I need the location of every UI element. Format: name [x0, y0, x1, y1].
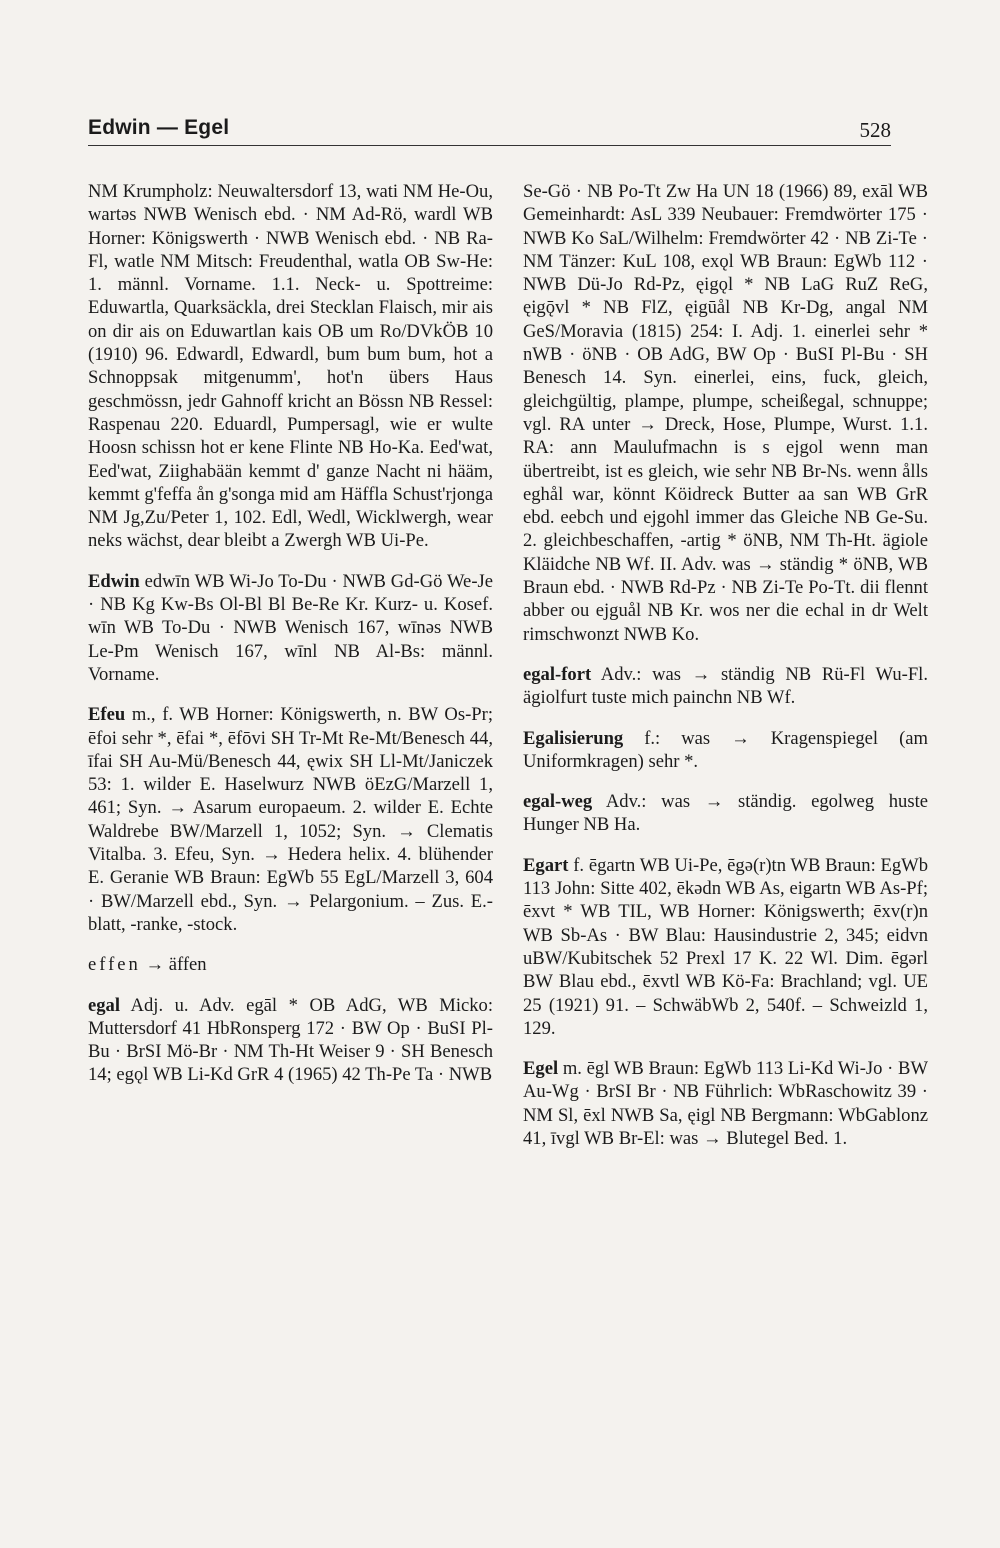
- dictionary-entry: [88, 994, 493, 1087]
- entry-headword: Edwin: [88, 570, 140, 592]
- entry-body: → äffen: [145, 954, 207, 976]
- entry-headword: Egalisierung: [523, 727, 624, 749]
- entry-text: [523, 180, 928, 646]
- entry-text: [523, 1057, 928, 1150]
- entry-text: [88, 703, 493, 936]
- dictionary-entry: [88, 180, 493, 553]
- dictionary-entry: [523, 1057, 928, 1150]
- entry-body: f. ēgartn WB Ui-Pe, ēgə(r)tn WB Braun: EgWb 113 John: Sitte 402, ēkədn WB As, eigartn WB As-Pf; ēxvt * WB TIL, WB Horner: Königswerth; ēxv(r)n WB Sb-As · BW Blau: Hausindustrie 2, 345; eidvn uBW/Kubitschek 52 Prexl 17 K. 22 Wl. Dim. ēgərl BW Blau ebd., ēxvtl WB Kö-Fa: Brachland; vgl. UE 25 (1921) 91. – SchwäbWb 2, 540f. – Schweizld 1, 129.: [523, 854, 929, 1039]
- entry-headword: Egel: [523, 1058, 559, 1080]
- entry-body: Adv.: was → ständig NB Rü-Fl Wu-Fl. ägiolfurt tuste mich painchn NB Wf.: [523, 663, 928, 709]
- entry-body: Adv.: was → ständig. egolweg huste Hunger NB Ha.: [523, 791, 928, 836]
- dictionary-entry: [523, 663, 928, 710]
- right-column: [523, 180, 928, 1167]
- dictionary-entry: [523, 180, 928, 646]
- entry-text: [88, 953, 493, 976]
- entry-headword: Efeu: [88, 704, 126, 726]
- dictionary-entry: [88, 953, 493, 976]
- entry-text: [523, 663, 928, 710]
- entry-headword: egal-fort: [523, 663, 592, 685]
- dictionary-entry: [523, 727, 928, 774]
- dictionary-entry: [88, 570, 493, 686]
- entry-headword: effen: [88, 954, 141, 976]
- entry-text: [88, 570, 493, 686]
- dictionary-entry: [523, 854, 928, 1040]
- entry-body: Se-Gö · NB Po-Tt Zw Ha UN 18 (1966) 89, exāl WB Gemeinhardt: AsL 339 Neubauer: Fremdwörter 175 · NWB Ko SaL/Wilhelm: Fremdwörter 42 · NB Zi-Te · NM Tänzer: KuL 108, exǫl WB Braun: EgWb 112 · NWB Dü-Jo Rd-Pz, ęigǫl * NB LaG RuZ ReG, ęigǭvl * NB FlZ, ęigūål NB Kr-Dg, angal NM GeS/Moravia (1815) 254: I. Adj. 1. einerlei sehr * nWB · öNB · OB AdG, BW Op · BuSI Pl-Bu · SH Benesch 14. Syn. einerlei, eins, fuck, gleich, gleichgültig, plampe, plumpe, scheißegal, schnuppe; vgl. RA unter → Dreck, Hose, Plumpe, Wurst. 1.1. RA: ann Maulufmachn is s ejgol wenn man übertreibt, ist es gleich, wie sehr NB Br-Ns. wenn ålls eghål war, könnt Köidreck Butter aa san WB GrR ebd. eebch und ejgohl immer das Gleiche NB Ge-Su. 2. gleichbeschaffen, -artig * öNB, NM Th-Ht. ägiole Kläidche NB Wf. II. Adv. was → ständig * öNB, WB Braun ebd. · NWB Rd-Pz · NB Zi-Te Po-Tt. dii flennt abber ou ejguål NB Kr. wos ner die echal in dr Welt rimschwonzt NWB Ko.: [523, 181, 928, 645]
- running-head-title: Edwin — Egel: [88, 116, 230, 139]
- left-column: [88, 180, 493, 1104]
- entry-headword: egal-weg: [523, 791, 593, 813]
- entry-body: m. ēgl WB Braun: EgWb 113 Li-Kd Wi-Jo · BW Au-Wg · BrSI Br · NB Führlich: WbRaschowitz 39 · NM Sl, ēxl NWB Sa, ęigl NB Bergmann: WbGablonz 41, īvgl WB Br-El: was → Blutegel Bed. 1.: [523, 1058, 928, 1149]
- dictionary-entry: [88, 703, 493, 936]
- page-number: 528: [859, 118, 891, 142]
- entry-text: [523, 854, 928, 1040]
- entry-headword: egal: [88, 994, 121, 1016]
- entry-text: [88, 994, 493, 1087]
- entry-body: f.: was → Kragenspiegel (am Uniformkragen) sehr *.: [523, 727, 928, 772]
- entry-headword: Egart: [523, 854, 569, 876]
- entry-text: [523, 790, 928, 837]
- entry-body: NM Krumpholz: Neuwaltersdorf 13, wati NM He-Ou, wartəs NWB Wenisch ebd. · NM Ad-Rö, wardl WB Horner: Königswerth · NWB Wenisch ebd. · NB Ra-Fl, watle NM Mitsch: Freudenthal, watla OB Sw-He: 1. männl. Vorname. 1.1. Neck- u. Spottreime: Eduwartla, Quarksäckla, drei Stecklan Flaisch, mir ais on dir ais on Eduwartlan kais OB um Ro/DVkÖB 10 (1910) 96. Edwardl, Edwardl, bum bum bum, hot a Schnoppsak mitgenumm', hot'n übers Haus geschmössn, jedr Gahnoff kricht an Bössn NB Ressel: Raspenau 220. Eduardl, Pumpersagl, wie er wulte Hoosn schissn hot er kene Flinte NB Ho-Ka. Eed'wat, Eed'wat, Ziighabään kemmt d' ganze Nacht ni hääm, kemmt g'feffa ån g'songa mid am Häffla Schust'rjonga NM Jg,Zu/Peter 1, 102. Edl, Wedl, Wicklwergh, wear neks wächst, dear bleibt a Zwergh WB Ui-Pe.: [88, 181, 493, 552]
- entry-body: m., f. WB Horner: Königswerth, n. BW Os-Pr; ēfoi sehr *, ēfai *, ēfōvi SH Tr-Mt Re-Mt/Benesch 44, īfai SH Au-Mü/Benesch 44, ęwix SH Ll-Mt/Janiczek 53: 1. wilder E. Haselwurz NWB öEzG/Marzell 1, 461; Syn. → Asarum europaeum. 2. wilder E. Echte Waldrebe BW/Marzell 1, 1052; Syn. → Clematis Vitalba. 3. Efeu, Syn. → Hedera helix. 4. blühender E. Geranie WB Braun: EgWb 55 EgL/Marzell 3, 604 · BW/Marzell ebd., Syn. → Pelargonium. – Zus. E.-blatt, -ranke, -stock.: [88, 704, 493, 935]
- entry-text: [88, 180, 493, 553]
- dictionary-entry: [523, 790, 928, 837]
- header-rule: [88, 145, 891, 146]
- entry-body: Adj. u. Adv. egāl * OB AdG, WB Micko: Muttersdorf 41 HbRonsperg 172 · BW Op · BuSI Pl-Bu · BrSI Mö-Br · NM Th-Ht Weiser 9 · SH Benesch 14; egǫl WB Li-Kd GrR 4 (1965) 42 Th-Pe Ta · NWB: [88, 994, 494, 1086]
- entry-body: edwīn WB Wi-Jo To-Du · NWB Gd-Gö We-Je · NB Kg Kw-Bs Ol-Bl Bl Be-Re Kr. Kurz- u. Kosef. wīn WB To-Du · NWB Wenisch 167, wīnəs NWB Le-Pm Wenisch 167, wīnl NB Al-Bs: männl. Vorname.: [88, 570, 493, 685]
- entry-text: [523, 727, 928, 774]
